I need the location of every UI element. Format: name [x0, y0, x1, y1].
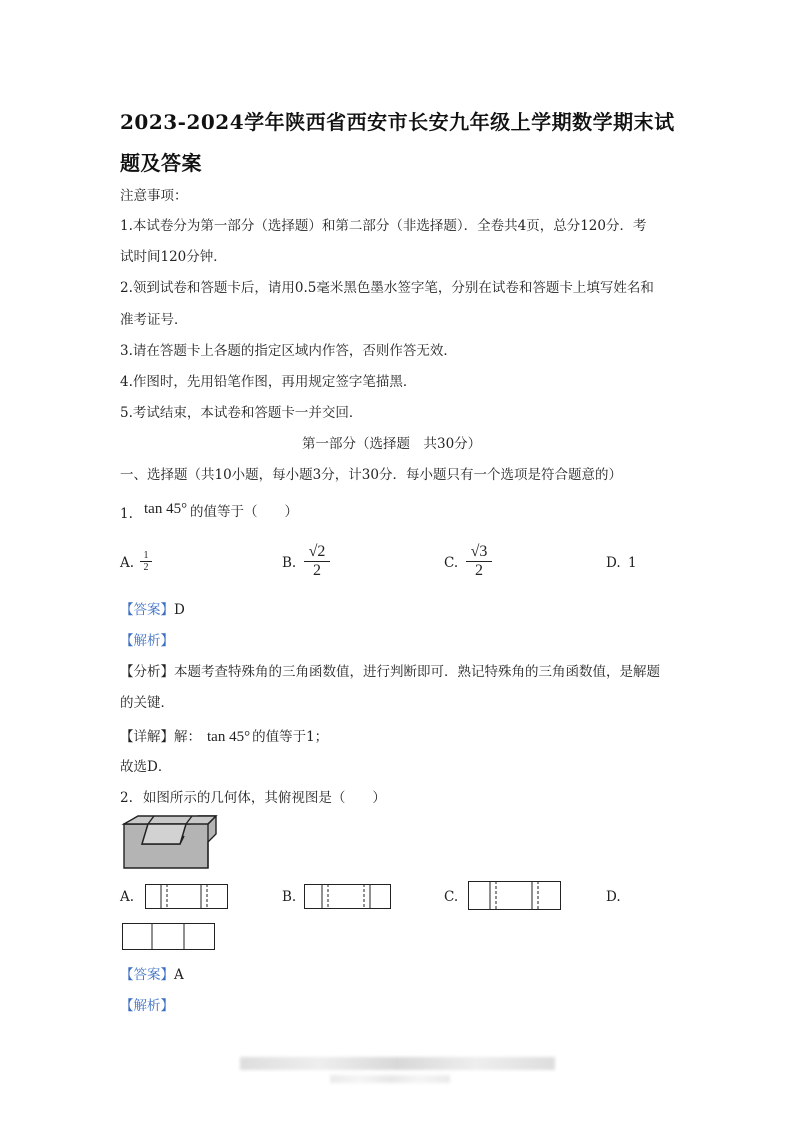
q1-option-b-numerator: √2 — [308, 543, 326, 560]
q1-option-c-fraction — [466, 543, 492, 580]
notice-item: 2.领到试卷和答题卡后，请用0.5毫米黑色墨水签字笔，分别在试卷和答题卡上填写姓名和 — [120, 280, 654, 296]
answer-tag: 【答案】 — [120, 602, 174, 618]
q1-fenxi — [120, 666, 660, 680]
xiangjie-post: 的值等于1； — [252, 729, 329, 745]
q1-option-c-label: C. — [444, 555, 459, 571]
answer-value: A — [174, 967, 184, 983]
q2-option-a-figure — [145, 884, 229, 910]
q1-option-a-numerator: 1 — [143, 550, 149, 561]
q2-option-c-label: C. — [444, 889, 459, 905]
q1-option-d-value: 1 — [628, 555, 637, 571]
notice-item: 1.本试卷分为第一部分（选择题）和第二部分（非选择题）．全卷共4页，总分120分．考 — [120, 218, 647, 234]
notice-heading: 注意事项： — [120, 188, 188, 204]
fenxi-text: 本题考查特殊角的三角函数值，进行判断即可．熟记特殊角的三角函数值，是解题 — [174, 664, 660, 680]
answer-tag: 【答案】 — [120, 967, 174, 983]
q1-stem: 的值等于（ ） — [190, 504, 298, 520]
footer-watermark-blur — [240, 1057, 555, 1070]
geometry-solid-figure — [120, 816, 220, 876]
xiangjie-tag: 【详解】 — [120, 729, 174, 745]
notice-item: 4.作图时，先用铅笔作图，再用规定签字笔描黑． — [120, 374, 417, 390]
q1-option-a-label: A. — [120, 555, 135, 571]
q2-option-c-figure — [468, 881, 562, 911]
notice-item: 3.请在答题卡上各题的指定区域内作答，否则作答无效． — [120, 343, 457, 359]
q1-option-b-label: B. — [282, 555, 297, 571]
q1-analysis-tag: 【解析】 — [120, 633, 174, 649]
fenxi-tag: 【分析】 — [120, 664, 174, 680]
q1-answer — [120, 604, 185, 618]
q2-option-d-label: D. — [606, 889, 621, 905]
q1-expression: tan 45° — [144, 501, 188, 517]
q1-option-d-label: D. — [606, 555, 621, 571]
q2-stem: 如图所示的几何体，其俯视图是（ ） — [142, 790, 386, 806]
q2-answer — [120, 969, 184, 983]
q1-fenxi-cont: 的关键． — [120, 695, 174, 711]
q1-option-a-denominator: 2 — [140, 561, 152, 573]
q2-option-b-figure — [304, 884, 392, 910]
notice-item: 试时间120分钟． — [120, 249, 227, 265]
q2-option-a-label: A. — [120, 889, 135, 905]
section-heading: 一、选择题（共10小题，每小题3分，计30分．每小题只有一个选项是符合题意的） — [120, 467, 622, 483]
page-title-line1: 2023-2024学年陕西省西安市长安九年级上学期数学期末试 — [120, 110, 675, 134]
q2-stem-line — [120, 792, 386, 806]
part-heading: 第一部分（选择题 共30分） — [302, 436, 482, 452]
q1-option-c-denominator: 2 — [466, 561, 492, 580]
xiangjie-expression: tan 45° — [207, 729, 251, 745]
q1-option-c-numerator: √3 — [470, 543, 488, 560]
notice-item: 5.考试结束，本试卷和答题卡一并交回． — [120, 405, 363, 421]
q2-analysis-tag: 【解析】 — [120, 998, 174, 1014]
q2-option-b-label: B. — [282, 889, 297, 905]
notice-item: 准考证号． — [120, 312, 188, 328]
solid-groove-fill — [142, 824, 186, 844]
q1-xiangjie — [120, 730, 328, 745]
q2-number: 2. — [120, 790, 133, 806]
answer-value: D — [174, 602, 185, 618]
q1-option-b-fraction — [304, 543, 330, 580]
footer-watermark-blur — [330, 1075, 450, 1083]
q1-conclusion: 故选D． — [120, 759, 172, 775]
solid-top-face — [124, 816, 216, 824]
q1-option-b-denominator: 2 — [304, 561, 330, 580]
q2-option-d-figure — [122, 923, 216, 951]
q1-option-a-fraction — [140, 550, 152, 573]
page-title-line2: 题及答案 — [120, 151, 202, 175]
xiangjie-pre: 解： — [174, 729, 201, 745]
q1-number: 1. — [120, 506, 133, 522]
